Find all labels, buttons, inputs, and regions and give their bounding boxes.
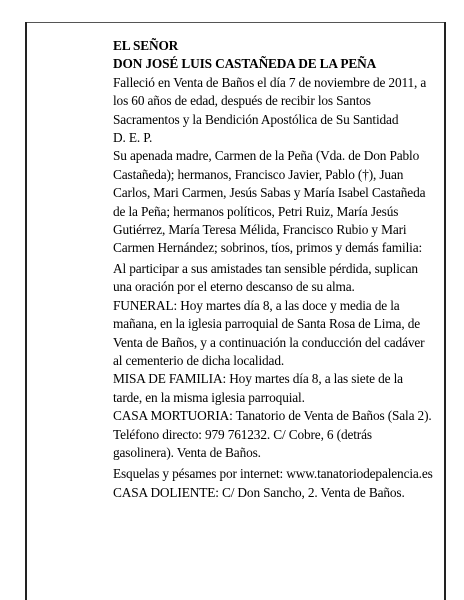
funeral-details: FUNERAL: Hoy martes día 8, a las doce y media de la mañana, en la iglesia parroquial de Santa Rosa de Lima, de Venta de Baños, y a continuación la conducción del cadáver al cementerio de dicha localidad. [113, 297, 425, 368]
funeral-home: CASA MORTUORIA: Tanatorio de Venta de Baños (Sala 2). Teléfono directo: 979 761232. C/ Cobre, 6 (detrás gasolinera). Venta de Baños. [113, 408, 432, 460]
mourning-house: CASA DOLIENTE: C/ Don Sancho, 2. Venta de Baños. [113, 484, 405, 500]
left-border [25, 22, 27, 600]
family-mass: MISA DE FAMILIA: Hoy martes día 8, a las siete de la tarde, en la misma iglesia parroquial. [113, 371, 403, 405]
family-list: Su apenada madre, Carmen de la Peña (Vda. de Don Pablo Castañeda); hermanos, Francisco Javier, Pablo (†), Juan Carlos, Mari Carmen, Jesús Sabas y María Isabel Castañeda de la Peña; hermanos políticos, Petri Ruiz, María Jesús Gutiérrez, María Teresa Mélida, Francisco Rubio y Mari Carmen Hernández; sobrinos, tíos, primos y demás familia: [113, 148, 426, 256]
deceased-name: DON JOSÉ LUIS CASTAÑEDA DE LA PEÑA [113, 56, 377, 72]
title-line-1: EL SEÑOR [113, 38, 179, 53]
prayer-request: Al participar a sus amistades tan sensible pérdida, suplican una oración por el eterno descanso de su alma. [113, 260, 418, 295]
right-border [444, 22, 446, 600]
top-border [26, 22, 446, 23]
obituary-text [113, 37, 435, 502]
rip-line: D. E. P. [113, 130, 153, 146]
internet-notice: Esquelas y pésames por internet: www.tanatoriodepalencia.es [113, 466, 433, 482]
death-notice: Falleció en Venta de Baños el día 7 de noviembre de 2011, a los 60 años de edad, después de recibir los Santos Sacramentos y la Bendición Apostólica de Su Santidad [113, 74, 427, 127]
